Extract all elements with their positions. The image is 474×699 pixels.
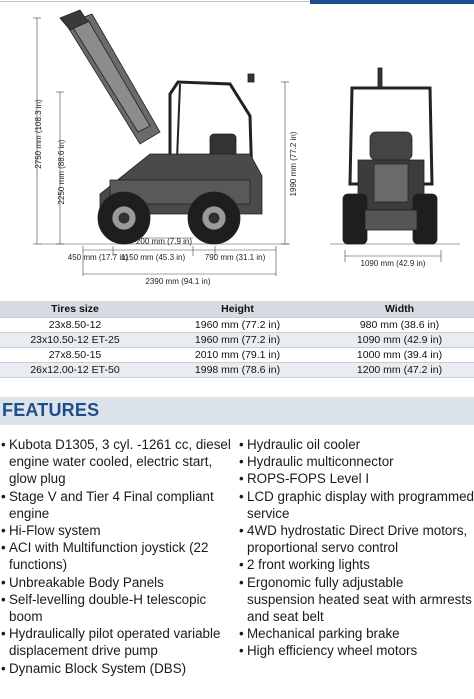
dim-width: 1090 mm (42.9 in) — [360, 259, 426, 268]
tires-spec-table — [0, 301, 474, 378]
table-row — [0, 347, 474, 362]
features-list-left — [1, 436, 239, 677]
dim-wheelbase: 1150 mm (45.3 in) — [120, 253, 186, 262]
table-row — [0, 332, 474, 347]
dim-raised-height: 2250 mm (88.6 in) — [57, 139, 66, 205]
loader-side-view — [60, 10, 262, 244]
feature-item: • ACI with Multifunction joystick (22 functions) — [1, 539, 239, 573]
feature-item: • Kubota D1305, 3 cyl. -1261 cc, diesel engine water cooled, electric start, glow plug — [1, 436, 239, 488]
table-row — [0, 317, 474, 332]
feature-item: • 2 front working lights — [239, 556, 474, 573]
top-rule-gray — [0, 1, 310, 2]
feature-item: • Mechanical parking brake — [239, 625, 474, 642]
header-tires-size: Tires size — [0, 301, 150, 317]
cell-width: 1000 mm (39.4 in) — [325, 347, 474, 362]
feature-item: • Hydraulic multiconnector — [239, 453, 474, 470]
feature-item: • Hydraulically pilot operated variable displacement drive pump — [1, 625, 239, 659]
dim-cab-height: 1990 mm (77.2 in) — [289, 131, 298, 197]
dim-front-overhang: 450 mm (17.7 in) — [67, 253, 129, 262]
cell-width: 980 mm (38.6 in) — [325, 317, 474, 332]
feature-item: • ROPS-FOPS Level I — [239, 470, 474, 487]
table-header-row — [0, 301, 474, 317]
table-row — [0, 362, 474, 377]
cell-height: 1960 mm (77.2 in) — [150, 332, 325, 347]
feature-item: • High efficiency wheel motors — [239, 642, 474, 659]
dim-total-length: 2390 mm (94.1 in) — [145, 277, 211, 286]
cell-width: 1200 mm (47.2 in) — [325, 362, 474, 377]
dim-total-height: 2750 mm (108.3 in) — [34, 99, 43, 169]
cell-height: 1998 mm (78.6 in) — [150, 362, 325, 377]
feature-item: • Stage V and Tier 4 Final compliant engine — [1, 488, 239, 522]
cell-tires-size: 23x8.50-12 — [0, 317, 150, 332]
feature-item: • Unbreakable Body Panels — [1, 574, 239, 591]
cell-tires-size: 23x10.50-12 ET-25 — [0, 332, 150, 347]
feature-item: • Ergonomic fully adjustable suspension heated seat with armrests and seat belt — [239, 574, 474, 626]
dim-ground-clearance: 200 mm (7.9 in) — [135, 237, 193, 246]
feature-item: • 4WD hydrostatic Direct Drive motors, proportional servo control — [239, 522, 474, 556]
cell-tires-size: 27x8.50-15 — [0, 347, 150, 362]
feature-item: • Self-levelling double-H telescopic boom — [1, 591, 239, 625]
cell-height: 2010 mm (79.1 in) — [150, 347, 325, 362]
feature-item: • Dynamic Block System (DBS) — [1, 660, 239, 677]
features-title: FEATURES — [2, 400, 100, 420]
loader-front-view — [343, 68, 437, 244]
feature-item: • LCD graphic display with programmed service — [239, 488, 474, 522]
dim-rear-overhang: 790 mm (31.1 in) — [204, 253, 266, 262]
cell-width: 1090 mm (42.9 in) — [325, 332, 474, 347]
features-list-right — [239, 436, 474, 660]
feature-item: • Hydraulic oil cooler — [239, 436, 474, 453]
cell-height: 1960 mm (77.2 in) — [150, 317, 325, 332]
header-height: Height — [150, 301, 325, 317]
header-width: Width — [325, 301, 474, 317]
loader-dimension-drawing — [0, 4, 474, 294]
cell-tires-size: 26x12.00-12 ET-50 — [0, 362, 150, 377]
feature-item: • Hi-Flow system — [1, 522, 239, 539]
